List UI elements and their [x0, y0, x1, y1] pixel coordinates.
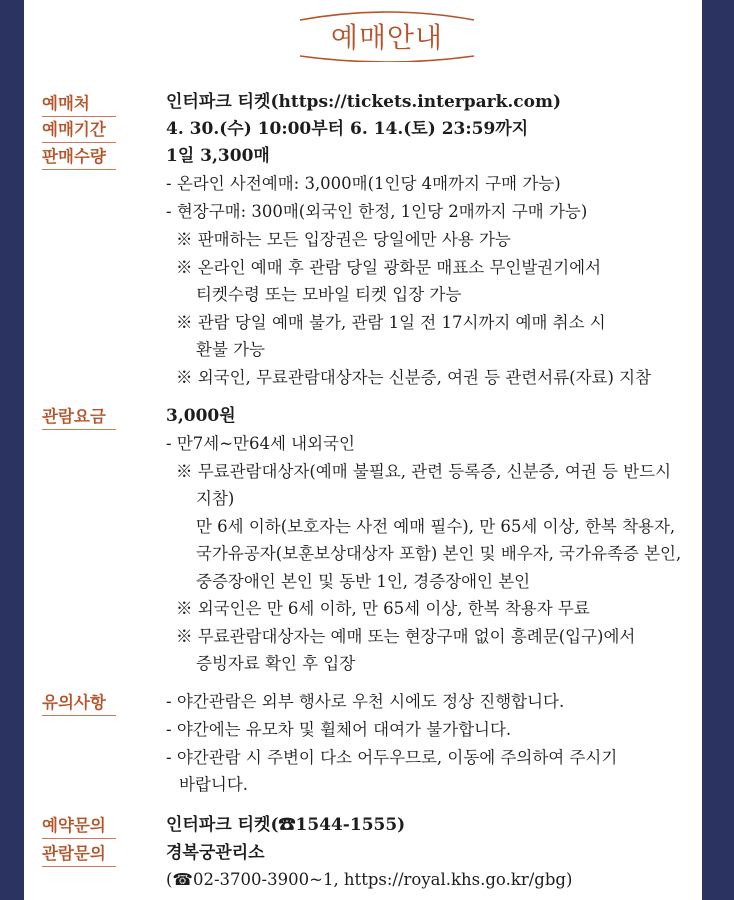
fee-note-1-detail-3: 중증장애인 본인 및 동반 1인, 경증장애인 본인 [196, 572, 531, 591]
quantity-text: 1일 3,300매 [166, 146, 270, 166]
caution-item-2: - 야간에는 유모차 및 휠체어 대여가 불가합니다. [166, 720, 512, 739]
reserve-inquiry-text [166, 813, 405, 837]
fee-note-3-cont: 증빙자료 확인 후 입장 [196, 654, 356, 673]
fee-note-1-detail-2: 국가유공자(보훈보상대상자 포함) 본인 및 배우자, 국가유족증 본인, [196, 544, 682, 563]
caution-item-1: - 야간관람은 외부 행사로 우천 시에도 정상 진행합니다. [166, 692, 565, 711]
label-visit-inquiry: 관람문의 [42, 842, 116, 867]
caution-item-3-cont: 바랍니다. [179, 775, 249, 794]
quantity-note-3: ※ 관람 당일 예매 불가, 관람 1일 전 17시까지 예매 취소 시 [176, 313, 606, 332]
fee-note-2: ※ 외국인은 만 6세 이하, 만 65세 이상, 한복 착용자 무료 [176, 599, 590, 618]
label-fee: 관람요금 [42, 405, 116, 430]
label-caution: 유의사항 [42, 691, 116, 716]
visit-inquiry-detail: (☎02-3700-3900~1, https://royal.khs.go.kr/gbg) [166, 870, 573, 889]
page-title: 예매안내 [330, 21, 444, 54]
fee-item: - 만7세~만64세 내외국인 [166, 434, 355, 453]
quantity-note-1: ※ 판매하는 모든 입장권은 당일에만 사용 가능 [176, 230, 511, 249]
fee-text: 3,000원 [166, 406, 236, 426]
reserve-inquiry-value: 인터파크 티켓(☎1544-1555) [166, 815, 406, 835]
label-period: 예매기간 [42, 118, 116, 143]
quantity-item-onsite: - 현장구매: 300매(외국인 한정, 1인당 2매까지 구매 가능) [166, 202, 588, 221]
caution-item-3: - 야간관람 시 주변이 다소 어두우므로, 이동에 주의하여 주시기 [166, 748, 618, 767]
title-banner [298, 6, 476, 62]
fee-note-1-cont: 지참) [196, 489, 235, 508]
label-reserve-inquiry: 예약문의 [42, 814, 116, 839]
fee-note-1: ※ 무료관람대상자(예매 불필요, 관련 등록증, 신분증, 여권 등 반드시 [176, 462, 672, 481]
vendor-text: 인터파크 티켓(https://tickets.interpark.com) [166, 92, 562, 112]
quantity-note-2-cont: 티켓수령 또는 모바일 티켓 입장 가능 [196, 285, 462, 304]
period-text: 4. 30.(수) 10:00부터 6. 14.(토) 23:59까지 [166, 119, 529, 139]
label-vendor: 예매처 [42, 92, 116, 117]
fee-note-1-detail-1: 만 6세 이하(보호자는 사전 예매 필수), 만 65세 이상, 한복 착용자, [196, 517, 676, 536]
fee-note-3: ※ 무료관람대상자는 예매 또는 현장구매 없이 흥례문(입구)에서 [176, 627, 636, 646]
visit-inquiry-text: 경복궁관리소 [166, 843, 265, 863]
quantity-note-2: ※ 온라인 예매 후 관람 당일 광화문 매표소 무인발권기에서 [176, 258, 602, 277]
quantity-item-online: - 온라인 사전예매: 3,000매(1인당 4매까지 구매 가능) [166, 174, 561, 193]
quantity-note-3-cont: 환불 가능 [196, 340, 266, 359]
content-panel [24, 0, 702, 900]
quantity-note-4: ※ 외국인, 무료관람대상자는 신분증, 여권 등 관련서류(자료) 지참 [176, 368, 652, 387]
label-quantity: 판매수량 [42, 145, 116, 170]
